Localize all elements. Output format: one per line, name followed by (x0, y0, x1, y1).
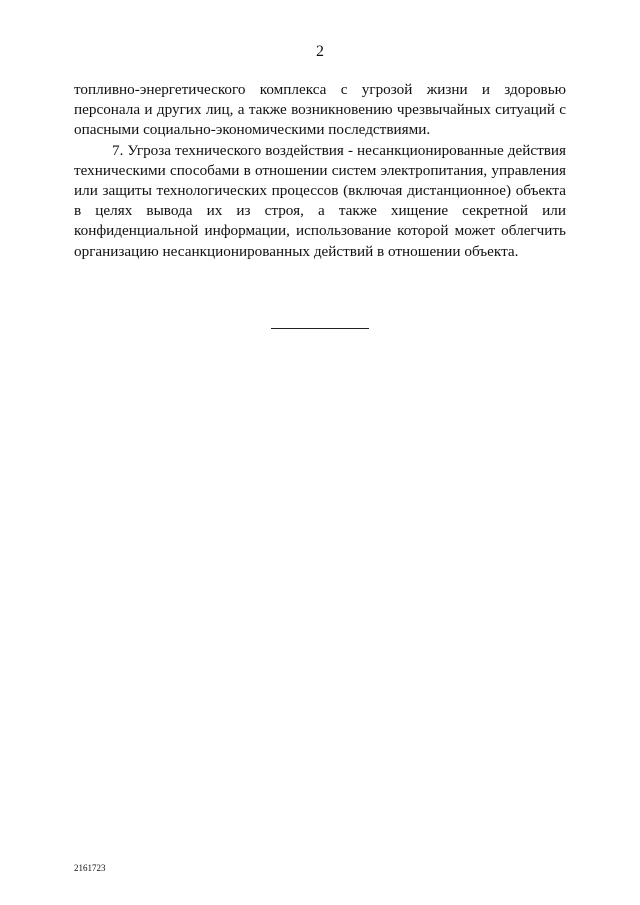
end-of-text-separator-line (271, 328, 369, 329)
paragraph-continuation: топливно-энергетического комплекса с угрозой жизни и здоровью персонала и других лиц, а также возникновению чрезвычайных ситуаций с опасными социально-экономическими последствиями. (74, 81, 566, 139)
document-body (74, 80, 566, 262)
paragraph-item-7: 7. Угроза технического воздействия - несанкционированные действия техническими способами в отношении систем электропитания, управления или защиты технологических процессов (включая дистанционное) объекта в целях вывода их из строя, а также хищение секретной или конфиденциальной информации, использование которой может облегчить организацию несанкционированных действий в отношении объекта. (74, 141, 566, 260)
document-code: 2161723 (74, 863, 106, 873)
page-number: 2 (316, 43, 324, 60)
